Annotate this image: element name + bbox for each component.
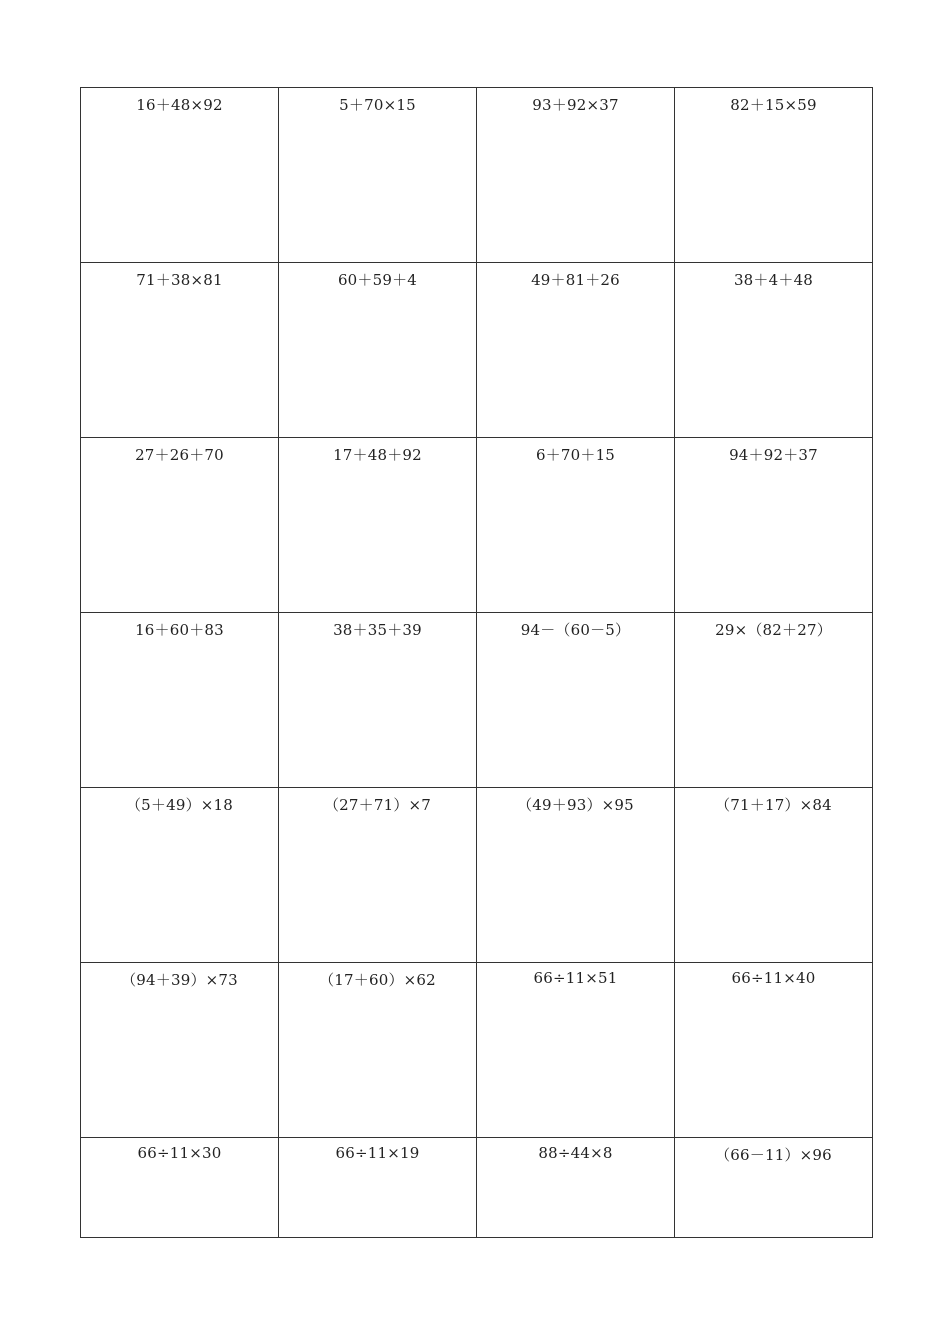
problem-expression: 16＋60＋83 — [135, 621, 224, 639]
worksheet-row — [81, 788, 873, 963]
problem-expression: 6＋70＋15 — [535, 446, 616, 464]
problem-cell — [675, 263, 873, 438]
problem-expression: 93＋92×37 — [532, 96, 619, 114]
problem-expression: 27＋26＋70 — [135, 446, 224, 464]
arithmetic-worksheet-grid — [80, 87, 873, 1238]
problem-expression: 16＋48×92 — [136, 96, 223, 114]
problem-cell — [477, 263, 675, 438]
problem-expression: 88÷44×8 — [538, 1144, 613, 1162]
problem-expression: 66÷11×51 — [533, 969, 618, 987]
problem-cell — [477, 1138, 675, 1238]
problem-cell — [81, 88, 279, 263]
problem-cell — [81, 1138, 279, 1238]
problem-cell — [477, 88, 675, 263]
problem-expression: 71＋38×81 — [136, 271, 223, 289]
problem-cell — [477, 963, 675, 1138]
problem-expression: （17＋60）×62 — [319, 971, 436, 989]
worksheet-row — [81, 88, 873, 263]
problem-cell — [81, 263, 279, 438]
worksheet-row — [81, 263, 873, 438]
problem-cell — [81, 613, 279, 788]
problem-cell — [279, 963, 477, 1138]
problem-cell — [675, 88, 873, 263]
problem-cell — [477, 788, 675, 963]
problem-expression: 94＋92＋37 — [729, 446, 818, 464]
problem-cell — [675, 438, 873, 613]
problem-expression: 60＋59＋4 — [337, 271, 418, 289]
problem-cell — [477, 613, 675, 788]
problem-expression: 66÷11×40 — [731, 969, 816, 987]
problem-expression: 17＋48＋92 — [333, 446, 422, 464]
problem-expression: （27＋71）×7 — [323, 796, 432, 814]
worksheet-row — [81, 1138, 873, 1238]
problem-expression: （94＋39）×73 — [121, 971, 238, 989]
problem-expression: （66－11）×96 — [715, 1146, 832, 1164]
worksheet-body — [81, 88, 873, 1238]
problem-expression: （5＋49）×18 — [125, 796, 234, 814]
problem-cell — [279, 1138, 477, 1238]
problem-cell — [279, 88, 477, 263]
problem-cell — [81, 963, 279, 1138]
problem-cell — [477, 438, 675, 613]
worksheet-row — [81, 438, 873, 613]
problem-expression: 66÷11×19 — [335, 1144, 420, 1162]
problem-cell — [279, 263, 477, 438]
worksheet-row — [81, 613, 873, 788]
problem-cell — [279, 438, 477, 613]
problem-expression: 94－（60－5） — [520, 621, 631, 639]
problem-cell — [81, 788, 279, 963]
problem-expression: 5＋70×15 — [339, 96, 416, 114]
problem-expression: 66÷11×30 — [137, 1144, 222, 1162]
problem-expression: 29×（82＋27） — [715, 621, 832, 639]
problem-cell — [81, 438, 279, 613]
problem-cell — [279, 788, 477, 963]
problem-expression: 38＋4＋48 — [733, 271, 814, 289]
worksheet-row — [81, 963, 873, 1138]
problem-cell — [675, 963, 873, 1138]
problem-expression: 38＋35＋39 — [333, 621, 422, 639]
problem-cell — [675, 788, 873, 963]
problem-cell — [675, 1138, 873, 1238]
problem-expression: 49＋81＋26 — [531, 271, 620, 289]
problem-cell — [279, 613, 477, 788]
problem-expression: （71＋17）×84 — [715, 796, 832, 814]
problem-expression: （49＋93）×95 — [517, 796, 634, 814]
problem-expression: 82＋15×59 — [730, 96, 817, 114]
problem-cell — [675, 613, 873, 788]
